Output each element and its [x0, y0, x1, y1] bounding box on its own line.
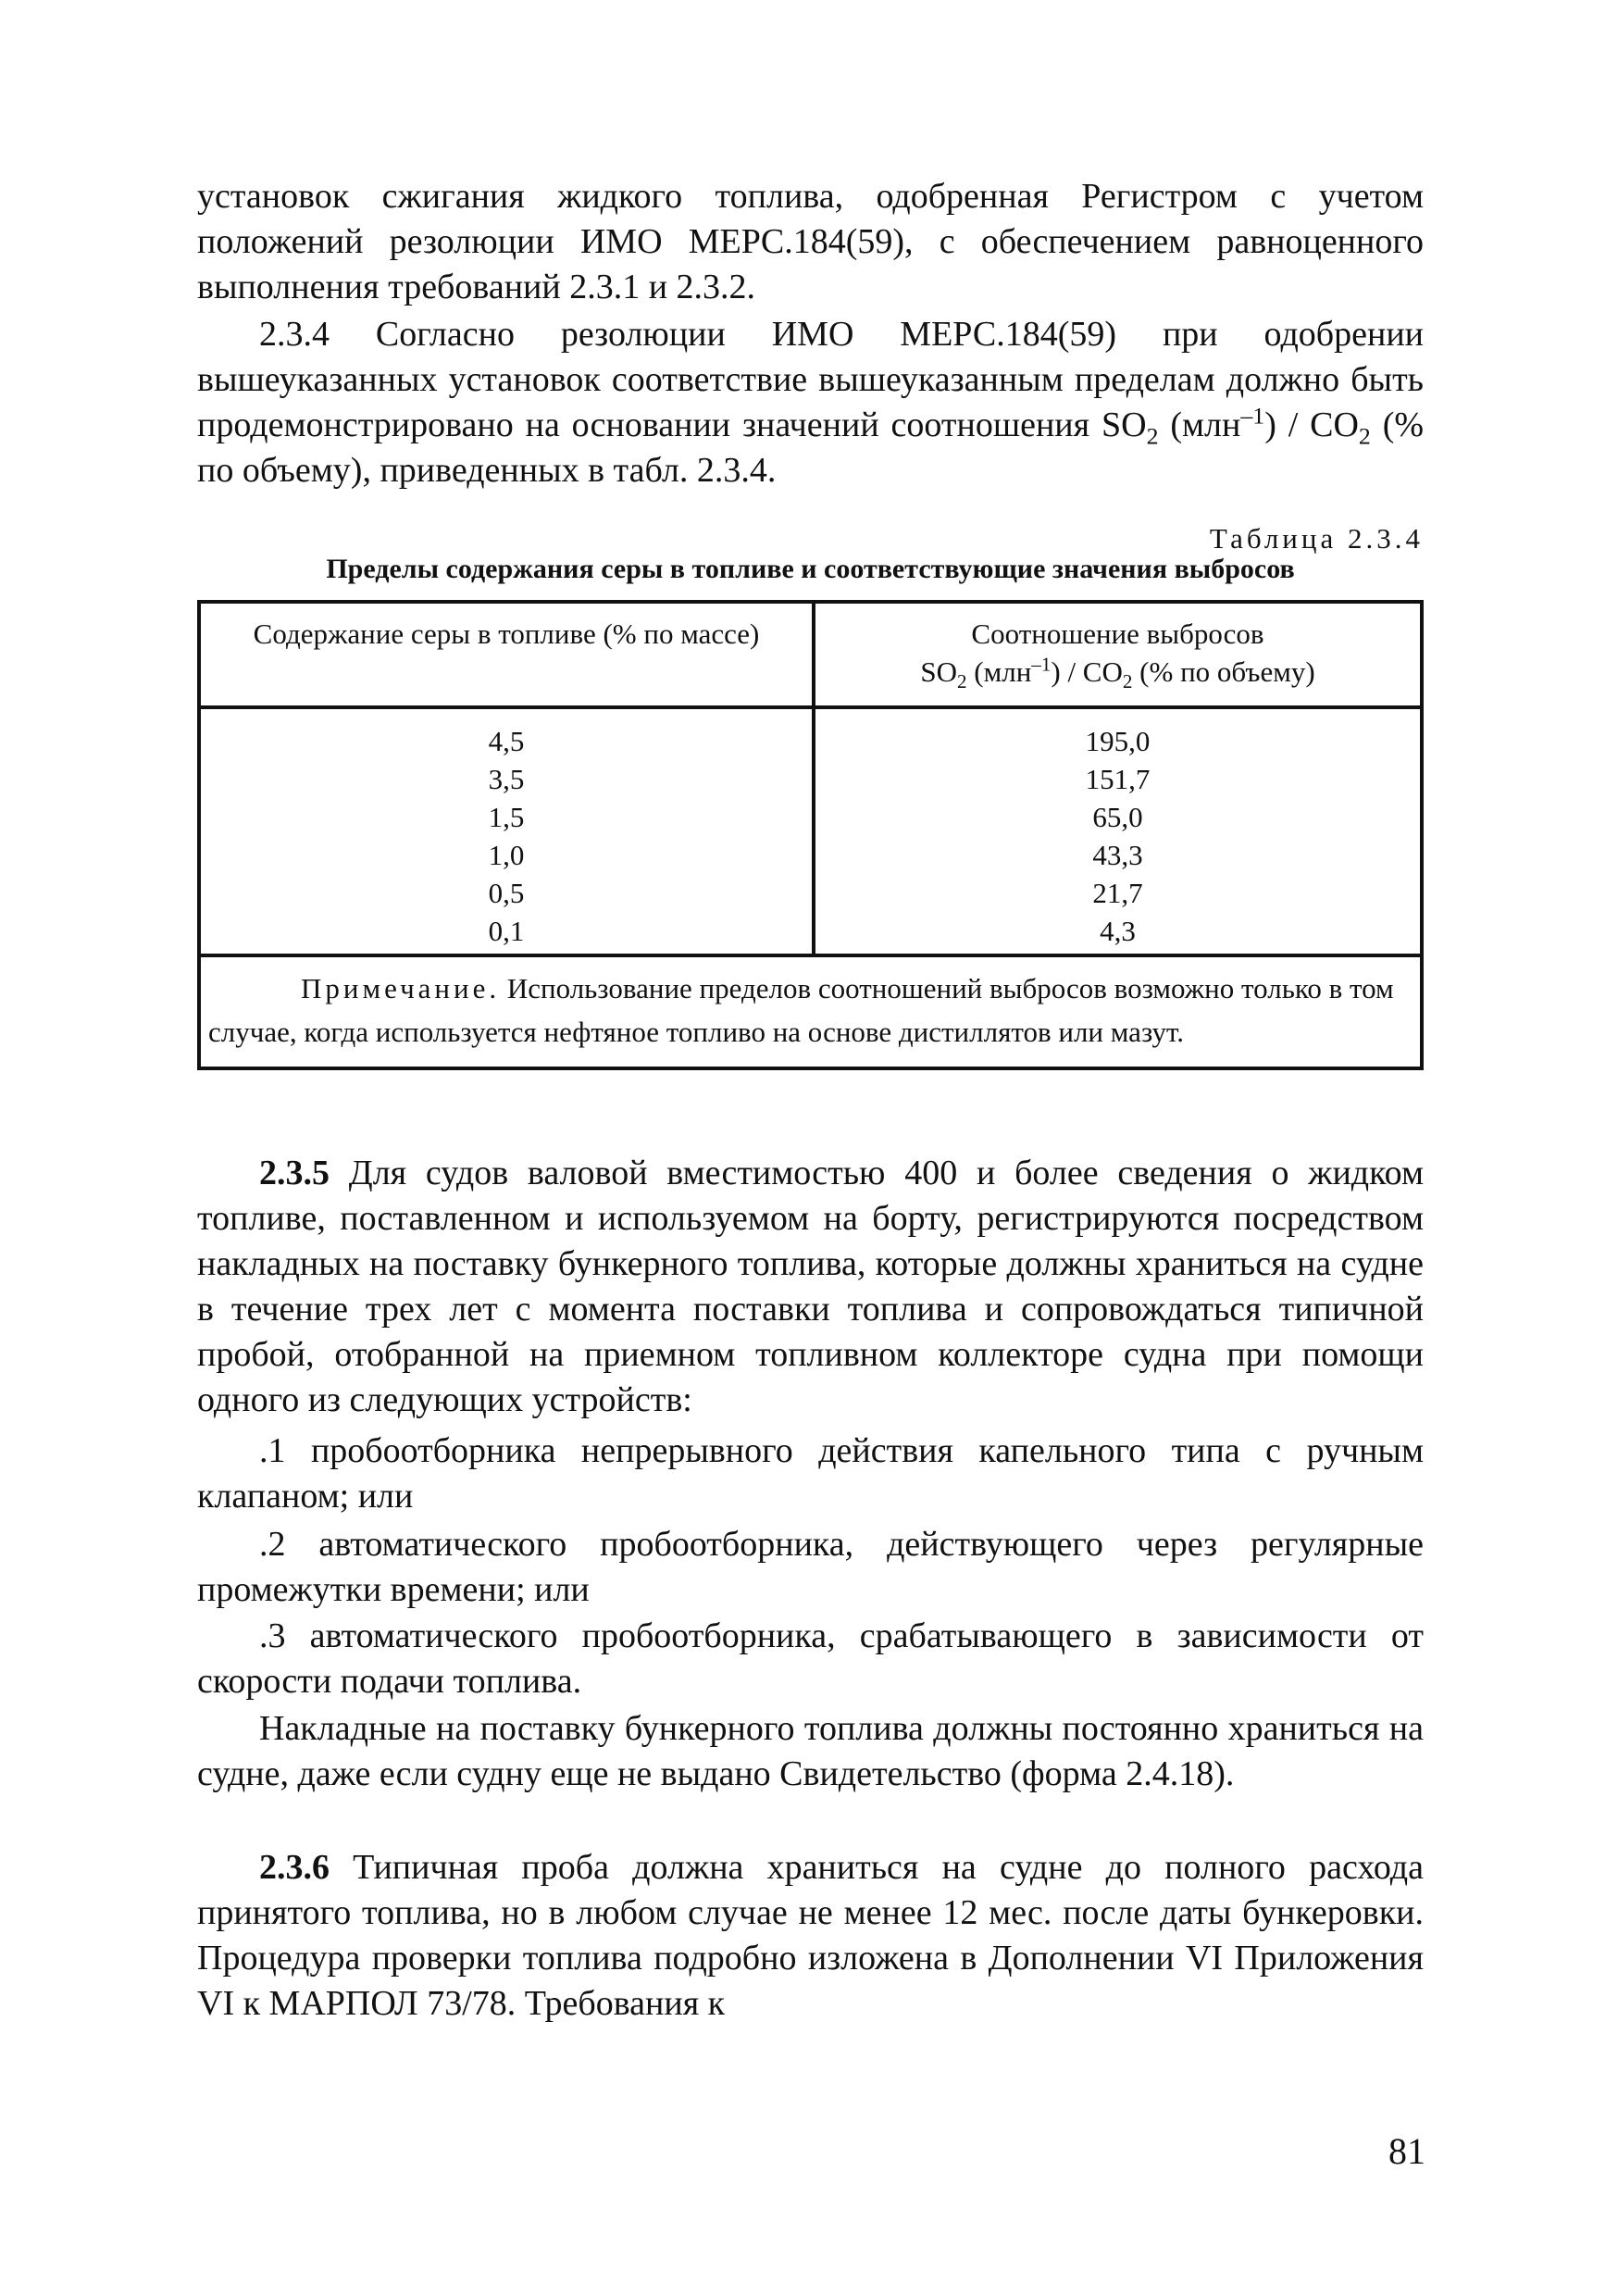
ratio-value: 21,7: [1092, 877, 1143, 909]
table-note: [199, 955, 1422, 1068]
paragraph-invoices: Накладные на поставку бункерного топлива должны постоянно храниться на судне, даже если судну еще не выдано Свидетельство (форма 2.4.18).: [197, 1709, 1424, 1793]
sulfur-value: 1,0: [488, 839, 525, 871]
sulfur-value: 4,5: [488, 725, 525, 757]
sulfur-value: 0,1: [488, 915, 525, 947]
ratio-value: 4,3: [1100, 915, 1136, 947]
list-item-1: .1 пробоотборника непрерывного действия капельного типа с ручным клапаном; или: [197, 1431, 1424, 1516]
paragraph-continuation: установок сжигания жидкого топлива, одобренная Регистром с учетом положений резолюции ИМО MEPC.184(59), с обеспечением равноценного выполнения требований 2.3.1 и 2.3.2.: [197, 177, 1424, 306]
page-number: 81: [1388, 2130, 1425, 2172]
table-note-row: [199, 955, 1422, 1068]
paragraph-2-3-4: 2.3.4 Согласно резолюции ИМО МЕРС.184(59) при одобрении вышеуказанных установок соответствие вышеуказанным пределам должно быть продемонстрировано на основании значений соотношения $SO_2$ $(млн^{-1}) / CO_2$ (% по объему), приведенных в табл. 2.3.4.: [197, 315, 1425, 490]
list-item-3: .3 автоматического пробоотборника, срабатывающего в зависимости от скорости подачи топлива.: [197, 1616, 1424, 1701]
paragraph-2-3-6: 2.3.6 Типичная проба должна храниться на судне до полного расхода принятого топлива, но в любом случае не менее 12 мес. после даты бункеровки. Процедура проверки топлива подробно изложена в Дополнении VI Приложения VI к МАРПОЛ 73/78. Требования к: [197, 1848, 1424, 2023]
list-item-2: .2 автоматического пробоотборника, действующего через регулярные промежутки времени; или: [197, 1525, 1424, 1609]
table-number: Таблица 2.3.4: [1209, 522, 1424, 555]
sulfur-value: 0,5: [488, 877, 525, 909]
table-values-row: [199, 707, 1422, 955]
ratio-values-cell: [814, 707, 1422, 955]
ratio-value: 65,0: [1092, 801, 1143, 833]
table-header-row: [199, 602, 1422, 707]
ratio-value: 151,7: [1085, 763, 1151, 795]
ratio-value: 195,0: [1085, 725, 1151, 757]
sulfur-value: 1,5: [488, 801, 525, 833]
column-header-sulfur: Содержание серы в топливе (% по массе): [199, 602, 814, 707]
sulfur-emissions-table: [197, 600, 1424, 1070]
table-title: Пределы содержания серы в топливе и соответствующие значения выбросов: [326, 554, 1295, 584]
ratio-value: 43,3: [1092, 839, 1143, 871]
sulfur-value: 3,5: [488, 763, 525, 795]
note-label: Примечание.: [301, 972, 501, 1004]
column-header-ratio: Соотношение выбросов $SO_2$ $(млн^{-1}) / CO_2$ (% по объему): [814, 602, 1422, 707]
paragraph-2-3-5: 2.3.5 Для судов валовой вместимостью 400 и более сведения о жидком топливе, поставленном и используемом на борту, регистрируются посредством накладных на поставку бункерного топлива, которые должны храниться на судне в течение трех лет с момента поставки топлива и сопровождаться типичной пробой, отобранной на приемном топливном коллекторе судна при помощи одного из следующих устройств:: [197, 1154, 1424, 1419]
sulfur-values-cell: [199, 707, 814, 955]
note-text: Использование пределов соотношений выбросов возможно только в том случае, когда используется нефтяное топливо на основе дистиллятов или мазут.: [208, 972, 1394, 1048]
